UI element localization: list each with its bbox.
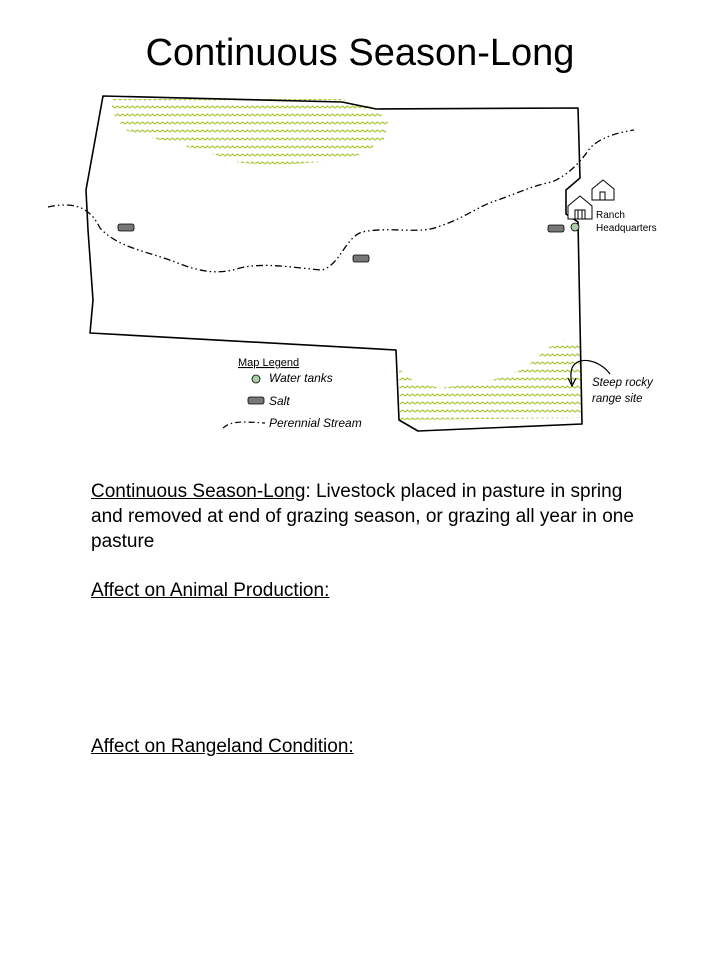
legend-title: Map Legend	[238, 357, 300, 369]
description-term: Continuous Season-Long	[91, 481, 306, 502]
steep-label-line1: Steep rocky	[592, 377, 653, 389]
legend-stream-label: Perennial Stream	[269, 416, 362, 430]
animal-production-heading: Affect on Animal Production:	[91, 580, 330, 601]
water-tank	[571, 223, 579, 231]
rangeland-condition-heading: Affect on Rangeland Condition:	[91, 736, 354, 757]
description-text	[91, 479, 651, 554]
salt-block	[548, 225, 564, 232]
ranch-barn-icon	[568, 196, 592, 219]
salt-block	[353, 255, 369, 262]
description-body: : Livestock placed in pasture in spring and removed at end of grazing season, or grazing all year in one pasture	[91, 481, 634, 552]
ranch-label: Ranch	[596, 210, 625, 221]
map-legend	[223, 357, 362, 430]
rough-terrain-south	[399, 340, 581, 420]
legend-water-icon	[252, 375, 260, 383]
steep-label-line2: range site	[592, 393, 643, 405]
headquarters-label: Headquarters	[596, 223, 657, 234]
legend-stream-icon	[223, 422, 265, 428]
ranch-house-icon	[592, 180, 614, 200]
legend-salt-label: Salt	[269, 394, 290, 408]
page-title: Continuous Season-Long	[145, 32, 575, 74]
rough-terrain-north	[112, 99, 388, 165]
salt-block	[118, 224, 134, 231]
pasture-map	[0, 0, 720, 460]
legend-water-label: Water tanks	[269, 371, 333, 385]
legend-salt-icon	[248, 397, 264, 404]
